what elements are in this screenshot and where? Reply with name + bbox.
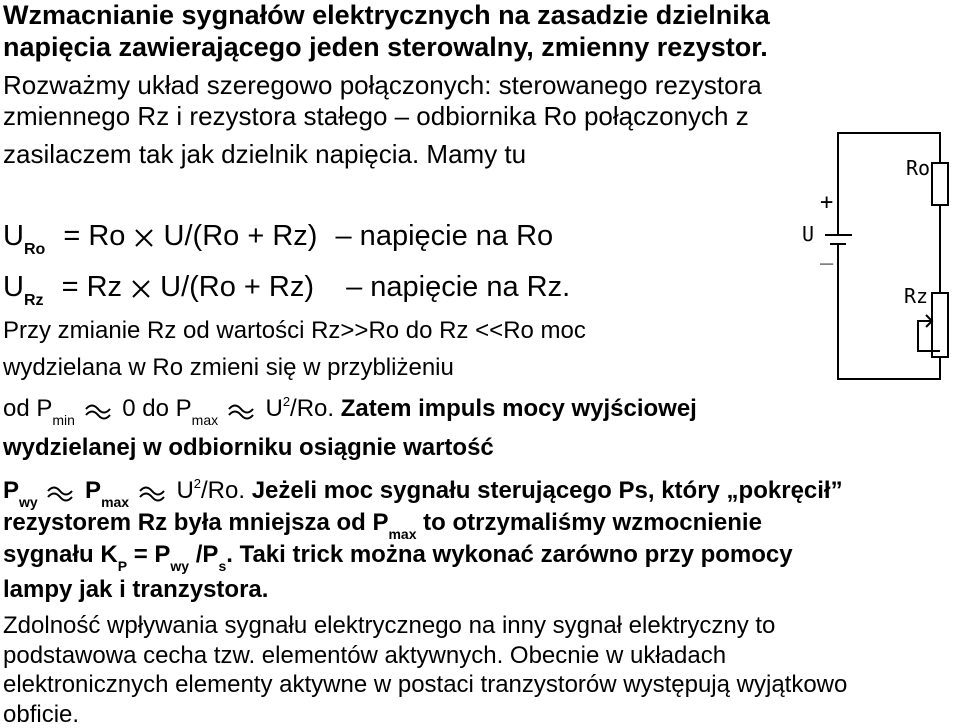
intro-line-3: zasilaczem tak jak dzielnik napięcia. Mamy tu — [3, 139, 527, 169]
p3-text-a: od P — [3, 395, 53, 422]
footer-line-2: podstawowa cecha tzw. elementów aktywnych. Obecnie w układach — [3, 642, 727, 669]
approx-icon — [136, 482, 170, 502]
intro-line-2: zmiennego Rz i rezystora stałego – odbiornika Ro połączonych z — [3, 101, 749, 131]
p3-text-b: 0 do P — [122, 395, 192, 422]
eq2-lhs: = Rz — [61, 271, 123, 303]
p7-sub-wy: wy — [170, 558, 190, 574]
p7-text-a: sygnału K — [3, 541, 118, 568]
approx-icon — [82, 400, 116, 420]
p7-sub-s: s — [218, 558, 227, 574]
body-line-4: wydzielanej w odbiorniku osiągnie wartość — [3, 434, 494, 461]
p3-sub-max: max — [191, 412, 219, 428]
intro-line-1: Rozważmy układ szeregowo połączonych: sterowanego rezystora — [3, 70, 762, 100]
title-line-2: napięcia zawierającego jeden sterowalny, zmienny rezystor. — [3, 32, 768, 62]
eq2-rhs: U/(Ro + Rz) — [160, 271, 315, 303]
footer-line-3: elektronicznych elementy aktywne w postaci tranzystorów występują wyjątkowo — [3, 671, 848, 698]
p7-sub-p: P — [117, 558, 128, 574]
label-rz: Rz — [904, 284, 929, 308]
body-line-1: Przy zmianie Rz od wartości Rz>>Ro do Rz <<Ro moc — [3, 317, 586, 344]
equation-u-ro — [3, 220, 554, 258]
p5-text-c: U — [176, 477, 194, 504]
p7-text-b: = P — [127, 541, 171, 568]
body-line-3 — [3, 394, 697, 428]
p5-text-d: /Ro. — [201, 477, 246, 504]
label-plus: + — [820, 190, 834, 215]
label-minus: _ — [820, 240, 834, 265]
title-line-1: Wzmacnianie sygnałów elektrycznych na zasadzie dzielnika — [3, 0, 770, 30]
body-line-8: lampy jak i tranzystora. — [3, 576, 269, 603]
footer-line-4: obficie. — [3, 701, 80, 728]
body-line-5 — [3, 476, 843, 510]
eq1-description: – napięcie na Ro — [335, 220, 554, 252]
body-line-7 — [3, 541, 793, 574]
p5-text-a: P — [3, 477, 20, 504]
p6-text-b: to otrzymaliśmy wzmocnienie — [416, 509, 762, 536]
resistor-rz — [932, 293, 948, 357]
p5-text-b: P — [85, 477, 102, 504]
approx-icon — [225, 400, 259, 420]
eq1-subscript: Ro — [23, 241, 46, 258]
resistor-ro — [932, 163, 948, 205]
multiply-icon — [133, 226, 155, 248]
eq1-symbol: U — [3, 220, 24, 252]
p6-sub-max: max — [388, 526, 417, 542]
p7-text-d: . Taki trick można wykonać zarówno przy pomocy — [226, 541, 793, 568]
eq2-subscript: Rz — [23, 292, 44, 309]
p3-sub-min: min — [52, 412, 75, 428]
label-u: U — [802, 222, 815, 246]
circuit-wire-bottom — [838, 247, 940, 379]
circuit-diagram — [780, 125, 960, 385]
p3-text-d: /Ro. — [290, 395, 335, 422]
multiply-icon — [130, 277, 152, 299]
p5-text-e: Jeżeli moc sygnału sterującego Ps, który „pokręcił” — [245, 477, 843, 504]
label-ro: Ro — [906, 156, 931, 180]
body-line-2: wydzielana w Ro zmieni się w przybliżeniu — [3, 354, 454, 381]
p5-sup: 2 — [193, 476, 202, 491]
footer-line-1: Zdolność wpływania sygnału elektrycznego na inny sygnał elektryczny to — [3, 612, 776, 639]
p3-sup: 2 — [282, 394, 291, 409]
body-line-6 — [3, 509, 762, 542]
eq1-rhs: U/(Ro + Rz) — [163, 220, 318, 252]
approx-icon — [44, 482, 78, 502]
p5-sub-wy: wy — [19, 494, 38, 510]
p3-text-c: U — [265, 395, 283, 422]
p6-text-a: rezystorem Rz była mniejsza od P — [3, 509, 389, 536]
eq2-symbol: U — [3, 271, 24, 303]
p7-text-c: /P — [189, 541, 219, 568]
eq2-description: – napięcie na Rz. — [346, 271, 571, 303]
p3-text-e: Zatem impuls mocy wyjściowej — [334, 395, 697, 422]
equation-u-rz — [3, 271, 571, 309]
p5-sub-max: max — [101, 494, 130, 510]
eq1-lhs: = Ro — [63, 220, 126, 252]
